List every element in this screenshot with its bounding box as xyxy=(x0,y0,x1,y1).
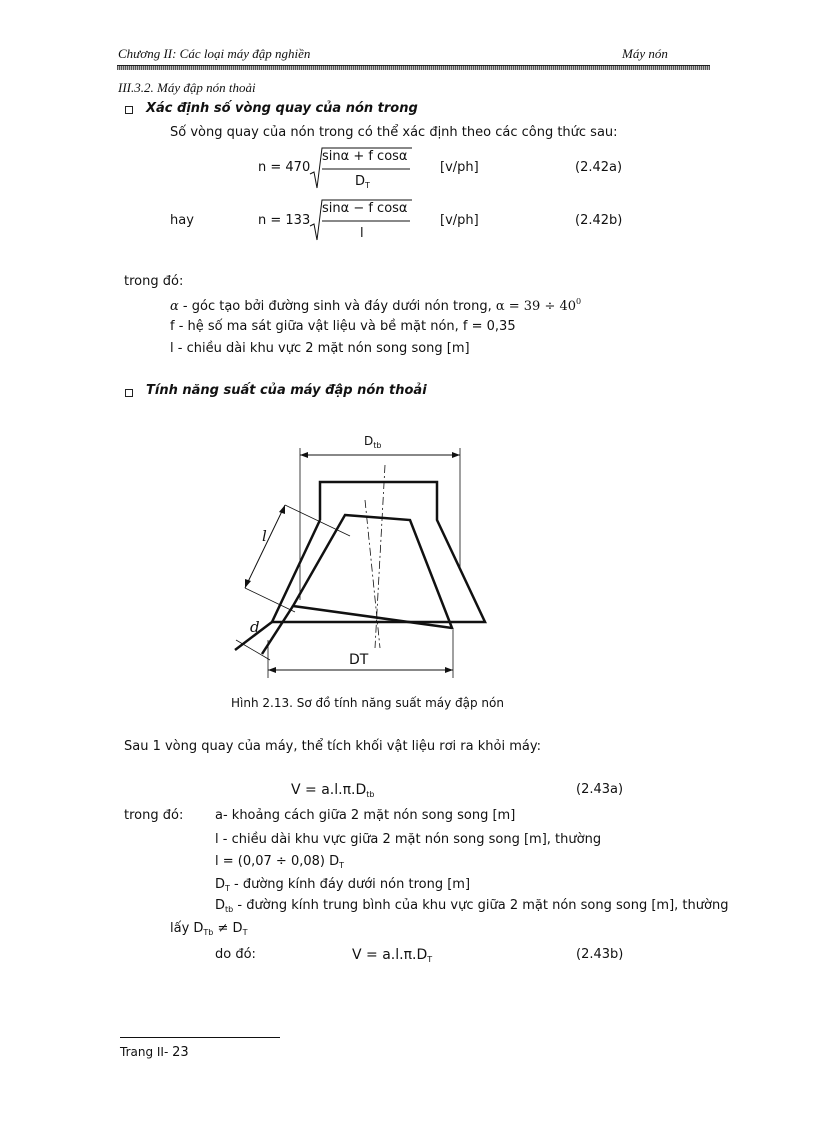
bullet-square-icon xyxy=(125,389,133,397)
where2-l-line: l - chiều dài khu vực giữa 2 mặt nón song song [m], thường xyxy=(215,832,602,847)
header-topic: Máy nón xyxy=(622,46,668,61)
section-title: III.3.2. Máy đập nón thoải xyxy=(118,80,256,95)
header-rule xyxy=(117,65,710,70)
formula-c: $V = a.l.\pi.D_{tb}$ xyxy=(291,782,375,799)
header-chapter: Chương II: Các loại máy đập nghiền xyxy=(118,46,311,61)
formula-b-denominator: l xyxy=(360,226,364,241)
formula-a-lhs: n = 470 xyxy=(258,160,311,175)
where2-lay: lấy $D_{Tb} \ne D_T$ xyxy=(170,921,248,937)
where2-dtb: $D_{tb}$ - đường kính trung bình của khu vực giữa 2 mặt nón song song [m], thường xyxy=(215,898,729,914)
bullet1-title: Xác định số vòng quay của nón trong xyxy=(146,101,418,116)
formula-b-numerator: sinα − f cosα xyxy=(322,201,408,216)
formula-d-lead: do đó: xyxy=(215,947,256,962)
formula-a-unit: [v/ph] xyxy=(440,160,479,175)
formula-b-prefix: hay xyxy=(170,213,194,228)
paragraph-volume: Sau 1 vòng quay của máy, thể tích khối vật liệu rơi ra khỏi máy: xyxy=(124,739,541,754)
crusher-diagram xyxy=(220,425,510,685)
formula-d: $V = a.l.\pi.D_T$ xyxy=(352,947,433,964)
figure-label-l: l xyxy=(262,527,267,545)
where2-dt: $D_T$ - đường kính đáy dưới nón trong [m] xyxy=(215,877,471,893)
where1-lead: trong đó: xyxy=(124,274,184,289)
formula-b-label: (2.42b) xyxy=(575,213,623,228)
formula-a-numerator: sinα + f cosα xyxy=(322,149,408,164)
figure-label-dt: DT xyxy=(349,652,369,668)
formula-d-label: (2.43b) xyxy=(576,947,624,962)
figure-label-dtb: $D_{tb}$ xyxy=(364,434,382,450)
figure-label-d: d xyxy=(250,618,260,636)
footer-rule xyxy=(120,1037,280,1038)
bullet2-title: Tính năng suất của máy đập nón thoải xyxy=(146,383,427,398)
figure-caption: Hình 2.13. Sơ đồ tính năng suất máy đập nón xyxy=(231,696,504,710)
where1-alpha: α - góc tạo bởi đường sinh và đáy dưới nón trong, $\alpha = 39 \div 40^0$ xyxy=(170,297,582,314)
page-number: Trang II- 23 xyxy=(120,1045,189,1060)
bullet1-intro: Số vòng quay của nón trong có thể xác định theo các công thức sau: xyxy=(170,125,618,140)
where2-a: a- khoảng cách giữa 2 mặt nón song song [m] xyxy=(215,808,516,823)
outer-cone xyxy=(272,482,485,622)
where1-f: f - hệ số ma sát giữa vật liệu và bề mặt nón, f = 0,35 xyxy=(170,319,516,334)
formula-b-unit: [v/ph] xyxy=(440,213,479,228)
formula-b-lhs: n = 133 xyxy=(258,213,311,228)
formula-a-label: (2.42a) xyxy=(575,160,623,175)
where1-l: l - chiều dài khu vực 2 mặt nón song song [m] xyxy=(170,341,470,356)
bullet-square-icon xyxy=(125,106,133,114)
where2-l-range: l = (0,07 ÷ 0,08) $D_T$ xyxy=(215,854,344,870)
formula-a-denominator: $D_T$ xyxy=(355,174,370,190)
formula-c-label: (2.43a) xyxy=(576,782,624,797)
where2-lead: trong đó: xyxy=(124,808,184,823)
